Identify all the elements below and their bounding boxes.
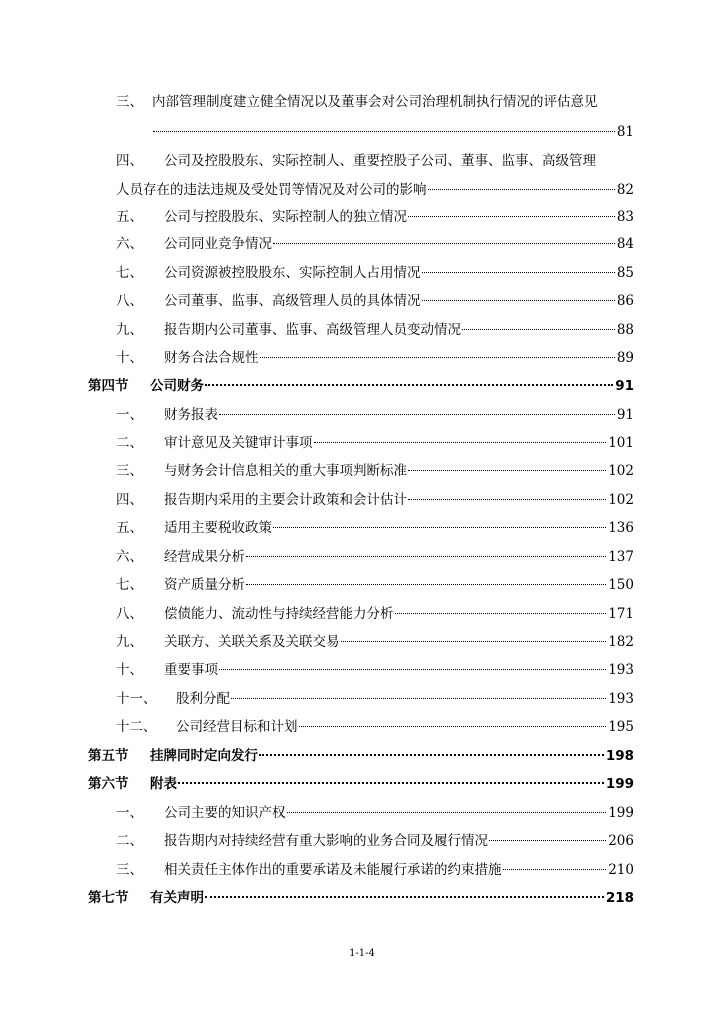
toc-entry-number: 四、: [116, 492, 143, 508]
toc-section-title: 有关声明: [150, 890, 204, 906]
toc-section-page: 198: [605, 748, 634, 764]
dot-leader: [273, 243, 615, 244]
toc-section-6: [88, 774, 634, 794]
toc-entry: [116, 860, 634, 880]
toc-entry-page: 89: [616, 350, 634, 366]
toc-entry-number: 一、: [116, 407, 143, 423]
dot-leader: [246, 556, 606, 557]
toc-entry: [116, 632, 634, 652]
dot-leader: [178, 782, 604, 784]
toc-entry: [116, 717, 634, 737]
toc-entry-title: 公司经营目标和计划: [176, 719, 298, 735]
dot-leader: [395, 613, 607, 614]
dot-leader: [287, 812, 607, 813]
page-number-footer: 1-1-4: [349, 948, 375, 959]
dot-leader: [422, 272, 615, 273]
toc-entry-number: 三、: [116, 463, 143, 479]
dot-leader: [314, 442, 607, 443]
toc-entry-title: 资产质量分析: [164, 577, 245, 593]
toc-entry: [116, 831, 634, 851]
toc-section-number: 第五节: [88, 748, 129, 764]
dot-leader: [246, 584, 606, 585]
toc-section-title: 挂牌同时定向发行: [150, 748, 258, 764]
toc-entry-title: 报告期内对持续经营有重大影响的业务合同及履行情况: [164, 833, 488, 849]
toc-entry-page: 199: [608, 805, 634, 821]
toc-entry-page: 206: [608, 833, 634, 849]
dot-leader: [273, 527, 606, 528]
toc-entry-number: 十一、: [116, 691, 157, 707]
toc-entry-page: 182: [608, 634, 634, 650]
dot-leader: [408, 499, 606, 500]
toc-entry-page: 86: [616, 293, 634, 309]
toc-entry-page: 210: [608, 862, 634, 878]
toc-entry: [116, 207, 634, 227]
toc-entry-number: 六、: [116, 236, 143, 252]
toc-entry-page: 81: [616, 124, 634, 140]
toc-entry-page: 82: [616, 182, 634, 198]
toc-entry: [116, 689, 634, 709]
toc-entry-number: 十、: [116, 662, 143, 678]
toc-entry-page: 102: [608, 492, 634, 508]
toc-entry-title: 股利分配: [176, 691, 230, 707]
dot-leader: [428, 189, 615, 190]
toc-entry: [116, 803, 634, 823]
toc-entry-number: 十二、: [116, 719, 157, 735]
toc-entry-number: 四、: [116, 153, 143, 169]
toc-section-page: 91: [615, 378, 634, 394]
toc-entry-title: 财务报表: [164, 407, 218, 423]
toc-entry: [116, 660, 634, 680]
dot-leader: [422, 300, 615, 301]
toc-entry-number: 五、: [116, 209, 143, 225]
dot-leader: [231, 698, 606, 699]
toc-entry-title: 公司资源被控股股东、实际控制人占用情况: [164, 265, 421, 281]
toc-entry-title: 公司同业竞争情况: [164, 236, 272, 252]
toc-entry-title: 与财务会计信息相关的重大事项判断标准: [164, 463, 407, 479]
toc-entry-number: 十、: [116, 350, 143, 366]
toc-entry: [116, 320, 634, 340]
toc-section-page: 218: [605, 890, 634, 906]
toc-section-4: [88, 376, 634, 396]
toc-entry-title: 重要事项: [164, 662, 218, 678]
toc-entry-page: 195: [608, 719, 634, 735]
toc-section-5: [88, 746, 634, 766]
toc-entry-title: 公司与控股股东、实际控制人的独立情况: [164, 209, 407, 225]
toc-section-number: 第四节: [88, 378, 129, 394]
toc-entry-title: 公司主要的知识产权: [164, 805, 286, 821]
toc-entry-number: 三、: [116, 862, 143, 878]
dot-leader: [489, 840, 606, 841]
dot-leader: [219, 414, 615, 415]
toc-entry-page: 171: [608, 606, 634, 622]
toc-entry-title: 相关责任主体作出的重要承诺及未能履行承诺的约束措施: [164, 862, 502, 878]
toc-entry-page: 101: [608, 435, 634, 451]
toc-entry-number: 二、: [116, 833, 143, 849]
toc-entry: [116, 405, 634, 425]
toc-entry-title: 审计意见及关键审计事项: [164, 435, 313, 451]
toc-entry-number: 七、: [116, 577, 143, 593]
toc-entry-page: 193: [608, 662, 634, 678]
toc-entry-title: 公司董事、监事、高级管理人员的具体情况: [164, 293, 421, 309]
toc-entry-page: 136: [608, 520, 634, 536]
toc-section-number: 第七节: [88, 890, 129, 906]
toc-entry-title: 财务合法合规性: [164, 350, 259, 366]
toc-section-title: 公司财务: [150, 378, 204, 394]
toc-entry-title: 经营成果分析: [164, 549, 245, 565]
toc-entry: [116, 263, 634, 283]
toc-entry-title: 报告期内公司董事、监事、高级管理人员变动情况: [164, 322, 461, 338]
toc-entry: [116, 490, 634, 510]
toc-entry-page: 193: [608, 691, 634, 707]
toc-entry-title: 适用主要税收政策: [164, 520, 272, 536]
toc-entry-title: 偿债能力、流动性与持续经营能力分析: [164, 606, 394, 622]
toc-entry-number: 七、: [116, 265, 143, 281]
toc-entry-number: 五、: [116, 520, 143, 536]
dot-leader: [153, 131, 615, 132]
toc-entry-number: 九、: [116, 634, 143, 650]
toc-entry-number: 九、: [116, 322, 143, 338]
toc-section-page: 199: [605, 776, 634, 792]
toc-entry-title: 报告期内采用的主要会计政策和会计估计: [164, 492, 407, 508]
toc-entry-page: 85: [616, 265, 634, 281]
toc-entry: [116, 575, 634, 595]
toc-entry: [116, 348, 634, 368]
toc-entry-number: 三、: [116, 94, 143, 110]
toc-entry-page: 88: [616, 322, 634, 338]
toc-entry-page: 83: [616, 209, 634, 225]
toc-entry-title: 公司及控股股东、实际控制人、重要控股子公司、董事、监事、高级管理: [164, 153, 596, 169]
toc-entry: [116, 291, 634, 311]
toc-entry-page: 84: [616, 236, 634, 252]
toc-entry-violations: [116, 151, 596, 171]
toc-entry-number: 二、: [116, 435, 143, 451]
toc-entry-page: 137: [608, 549, 634, 565]
toc-entry: [116, 518, 634, 538]
toc-entry-title: 内部管理制度建立健全情况以及董事会对公司治理机制执行情况的评估意见: [152, 94, 598, 110]
toc-entry-number: 八、: [116, 293, 143, 309]
dot-leader: [408, 216, 615, 217]
toc-entry-page: 150: [608, 577, 634, 593]
toc-entry-number: 六、: [116, 549, 143, 565]
dot-leader: [259, 754, 604, 756]
toc-entry-continuation: [116, 180, 634, 200]
toc-entry-continuation: [152, 122, 634, 142]
toc-entry: [116, 461, 634, 481]
toc-entry-number: 八、: [116, 606, 143, 622]
dot-leader: [341, 641, 607, 642]
dot-leader: [219, 669, 606, 670]
toc-entry-internal-management: [116, 92, 598, 112]
toc-entry-title-cont: 人员存在的违法违规及受处罚等情况及对公司的影响: [116, 182, 427, 198]
toc-section-title: 附表: [150, 776, 177, 792]
dot-leader: [260, 357, 615, 358]
toc-entry-page: 102: [608, 463, 634, 479]
dot-leader: [462, 329, 615, 330]
dot-leader: [205, 384, 613, 386]
dot-leader: [205, 896, 604, 898]
toc-entry: [116, 547, 634, 567]
dot-leader: [299, 726, 607, 727]
toc-section-7: [88, 888, 634, 908]
dot-leader: [503, 869, 607, 870]
toc-entry: [116, 433, 634, 453]
toc-entry: [116, 604, 634, 624]
toc-entry-page: 91: [616, 407, 634, 423]
dot-leader: [408, 470, 606, 471]
toc-entry-title: 关联方、关联关系及关联交易: [164, 634, 340, 650]
toc-entry: [116, 234, 634, 254]
toc-section-number: 第六节: [88, 776, 129, 792]
toc-entry-number: 一、: [116, 805, 143, 821]
